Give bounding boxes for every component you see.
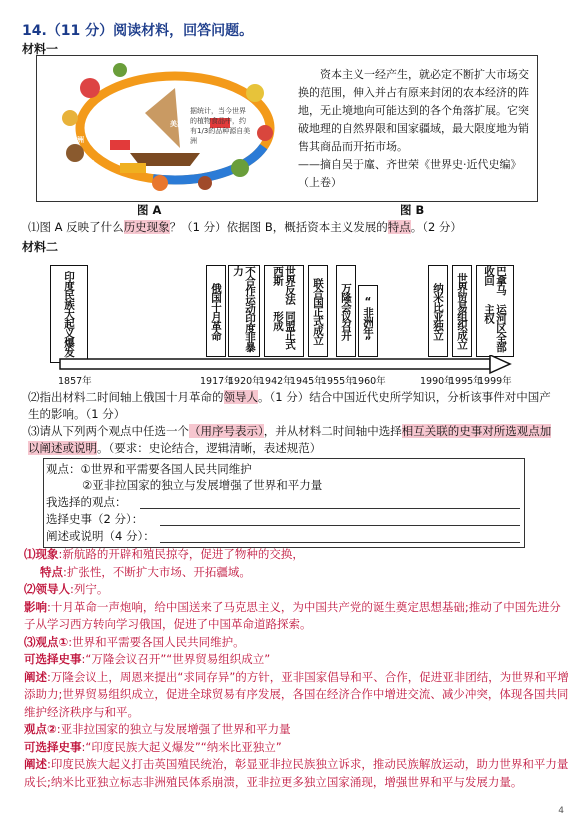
viewpoint-1: 观点：①世界和平需要各国人民共同维护 <box>46 462 252 476</box>
timeline-year: 1995年 <box>449 376 483 387</box>
timeline-year: 1917年 <box>200 376 234 387</box>
timeline-year: 1857年 <box>58 376 92 387</box>
timeline-event-text: 巴拿马收回 <box>483 266 507 295</box>
chosen-viewpoint-label: 我选择的观点： <box>46 495 127 509</box>
figure-a-badge-top: 欧洲 <box>70 136 84 144</box>
timeline <box>40 255 515 385</box>
answer-2: ⑵领导人:列宁。 <box>24 582 109 596</box>
answer-1: ⑴现象:新航路的开辟和殖民掠夺，促进了物种的交换， <box>24 547 304 561</box>
timeline-event-panama <box>476 265 514 357</box>
material1-label: 材料一 <box>22 42 59 56</box>
timeline-event-namibia: 纳米比亚独立 <box>428 265 448 357</box>
material2-label: 材料二 <box>22 240 59 254</box>
timeline-event-text: 同盟正式形成 <box>272 311 296 349</box>
figure-b-text <box>298 66 533 192</box>
timeline-event-text: 印度民族 <box>63 271 75 310</box>
timeline-event-anti-fascist <box>264 265 304 357</box>
timeline-event-un: 联合国正式成立 <box>308 265 328 357</box>
explanation-label: 阐述或说明（4 分）： <box>46 529 155 543</box>
timeline-event-text: 大起义爆发 <box>63 309 75 357</box>
timeline-event-bandung: 万隆会议召开 <box>336 265 356 357</box>
timeline-event-text: 运河区全部主权 <box>483 303 507 351</box>
timeline-year: 1990年 <box>420 376 454 387</box>
timeline-year: 1942年 <box>259 376 293 387</box>
timeline-event-india <box>50 265 88 363</box>
question-title: 14.（11 分）阅读材料，回答问题。 <box>22 23 254 39</box>
explanation-line[interactable] <box>160 542 520 543</box>
page-number: 4 <box>558 806 564 816</box>
figure-a <box>40 58 285 196</box>
viewpoint-2: ②亚非拉国家的独立与发展增强了世界和平力量 <box>82 478 323 492</box>
timeline-event-text: 世界反法西斯 <box>272 266 296 304</box>
chosen-events-line[interactable] <box>160 525 520 526</box>
figure-a-label: 图 A <box>137 203 162 217</box>
question-1: ⑴图 A 反映了什么历史现象？（1 分）依据图 B，概括资本主义发展的特点。（2 分） <box>28 220 462 234</box>
timeline-arrow <box>40 355 515 375</box>
answer-4: ⑶观点①:世界和平需要各国人民共同维护。 <box>24 634 245 649</box>
chosen-viewpoint-line[interactable] <box>140 508 520 509</box>
figure-b-label: 图 B <box>400 203 425 217</box>
figure-b-source: ——摘自吴于廑、齐世荣《世界史·近代史编》（上卷） <box>298 158 522 189</box>
answer-5: 可选择史事:“万隆会议召开”“世界贸易组织成立” <box>24 652 271 666</box>
timeline-year: 1945年 <box>290 376 324 387</box>
timeline-event-wto: 世界贸易组织成立 <box>452 265 472 357</box>
chosen-events-label: 选择史事（2 分）： <box>46 512 144 526</box>
figure-a-caption: 据统计，当今世界的植物食品中，约有1/3的品种源自美洲 <box>190 107 251 145</box>
answer-7: 观点②:亚非拉国家的独立与发展增强了世界和平力量 <box>24 722 291 736</box>
figure-b-quote: 资本主义一经产生，就必定不断扩大市场交换的范围，伸入并占有原来封闭的农本经济的阵地，无止境地向可能达到的各个角落扩展。它突破地理的自然界限和国家疆域，最大限度地为销售其商品而开拓市场。 <box>298 68 529 153</box>
answer-section <box>24 546 569 791</box>
timeline-year: 1960年 <box>352 376 386 387</box>
answer-1b: 特点:扩张性，不断扩大市场、开拓疆域。 <box>40 564 251 579</box>
question-3: ⑶请从下列两个观点中任选一个（用序号表示），并从材料二时间轴中选择相互关联的史事对所选观点加以阐述或说明。（要求：史论结合，逻辑清晰，表述规范） <box>28 424 552 455</box>
answer-9: 阐述:印度民族大起义打击英国殖民统治，彰显亚非拉民族独立诉求，推动民族解放运动，助力世界和平力量成长;纳米比亚独立标志非洲殖民体系崩溃，亚非拉更多独立国家涌现，增强世界和平与发展力量。 <box>24 757 569 789</box>
timeline-event-non-cooperation: 不合作运动印度非暴力 <box>228 265 260 357</box>
timeline-event-october-revolution: 俄国十月革命 <box>206 265 226 357</box>
answer-6: 阐述:万隆会议上，周恩来提出“求同存异”的方针，亚非国家倡导和平、合作，促进亚非团结，为世界和平增添助力;世界贸易组织成立，促进全球贸易有序发展，各国在经济合作中增进交流、减少冲突，体现各国共同维护经济秩序与和平。 <box>24 669 569 719</box>
timeline-year: 1999年 <box>478 376 512 387</box>
timeline-year: 1955年 <box>321 376 355 387</box>
figure-a-badge-bottom: 亚洲 <box>80 160 94 168</box>
question-2: ⑵指出材料二时间轴上俄国十月革命的领导人。（1 分）结合中国近代史所学知识，分析该事件对中国产生的影响。（1 分） <box>28 390 551 421</box>
timeline-event-africa-year: “非洲年” <box>358 285 378 357</box>
figure-a-badge-mid: 美洲 <box>170 120 184 128</box>
answer-3: 影响:十月革命一声炮响，给中国送来了马克思主义，为中国共产党的诞生奠定思想基础;推动了中国先进分子从学习西方转向学习俄国，促进了中国革命道路探索。 <box>24 599 561 631</box>
answer-8: 可选择史事:“印度民族大起义爆发”“纳米比亚独立” <box>24 739 282 754</box>
timeline-year: 1920年 <box>228 376 262 387</box>
